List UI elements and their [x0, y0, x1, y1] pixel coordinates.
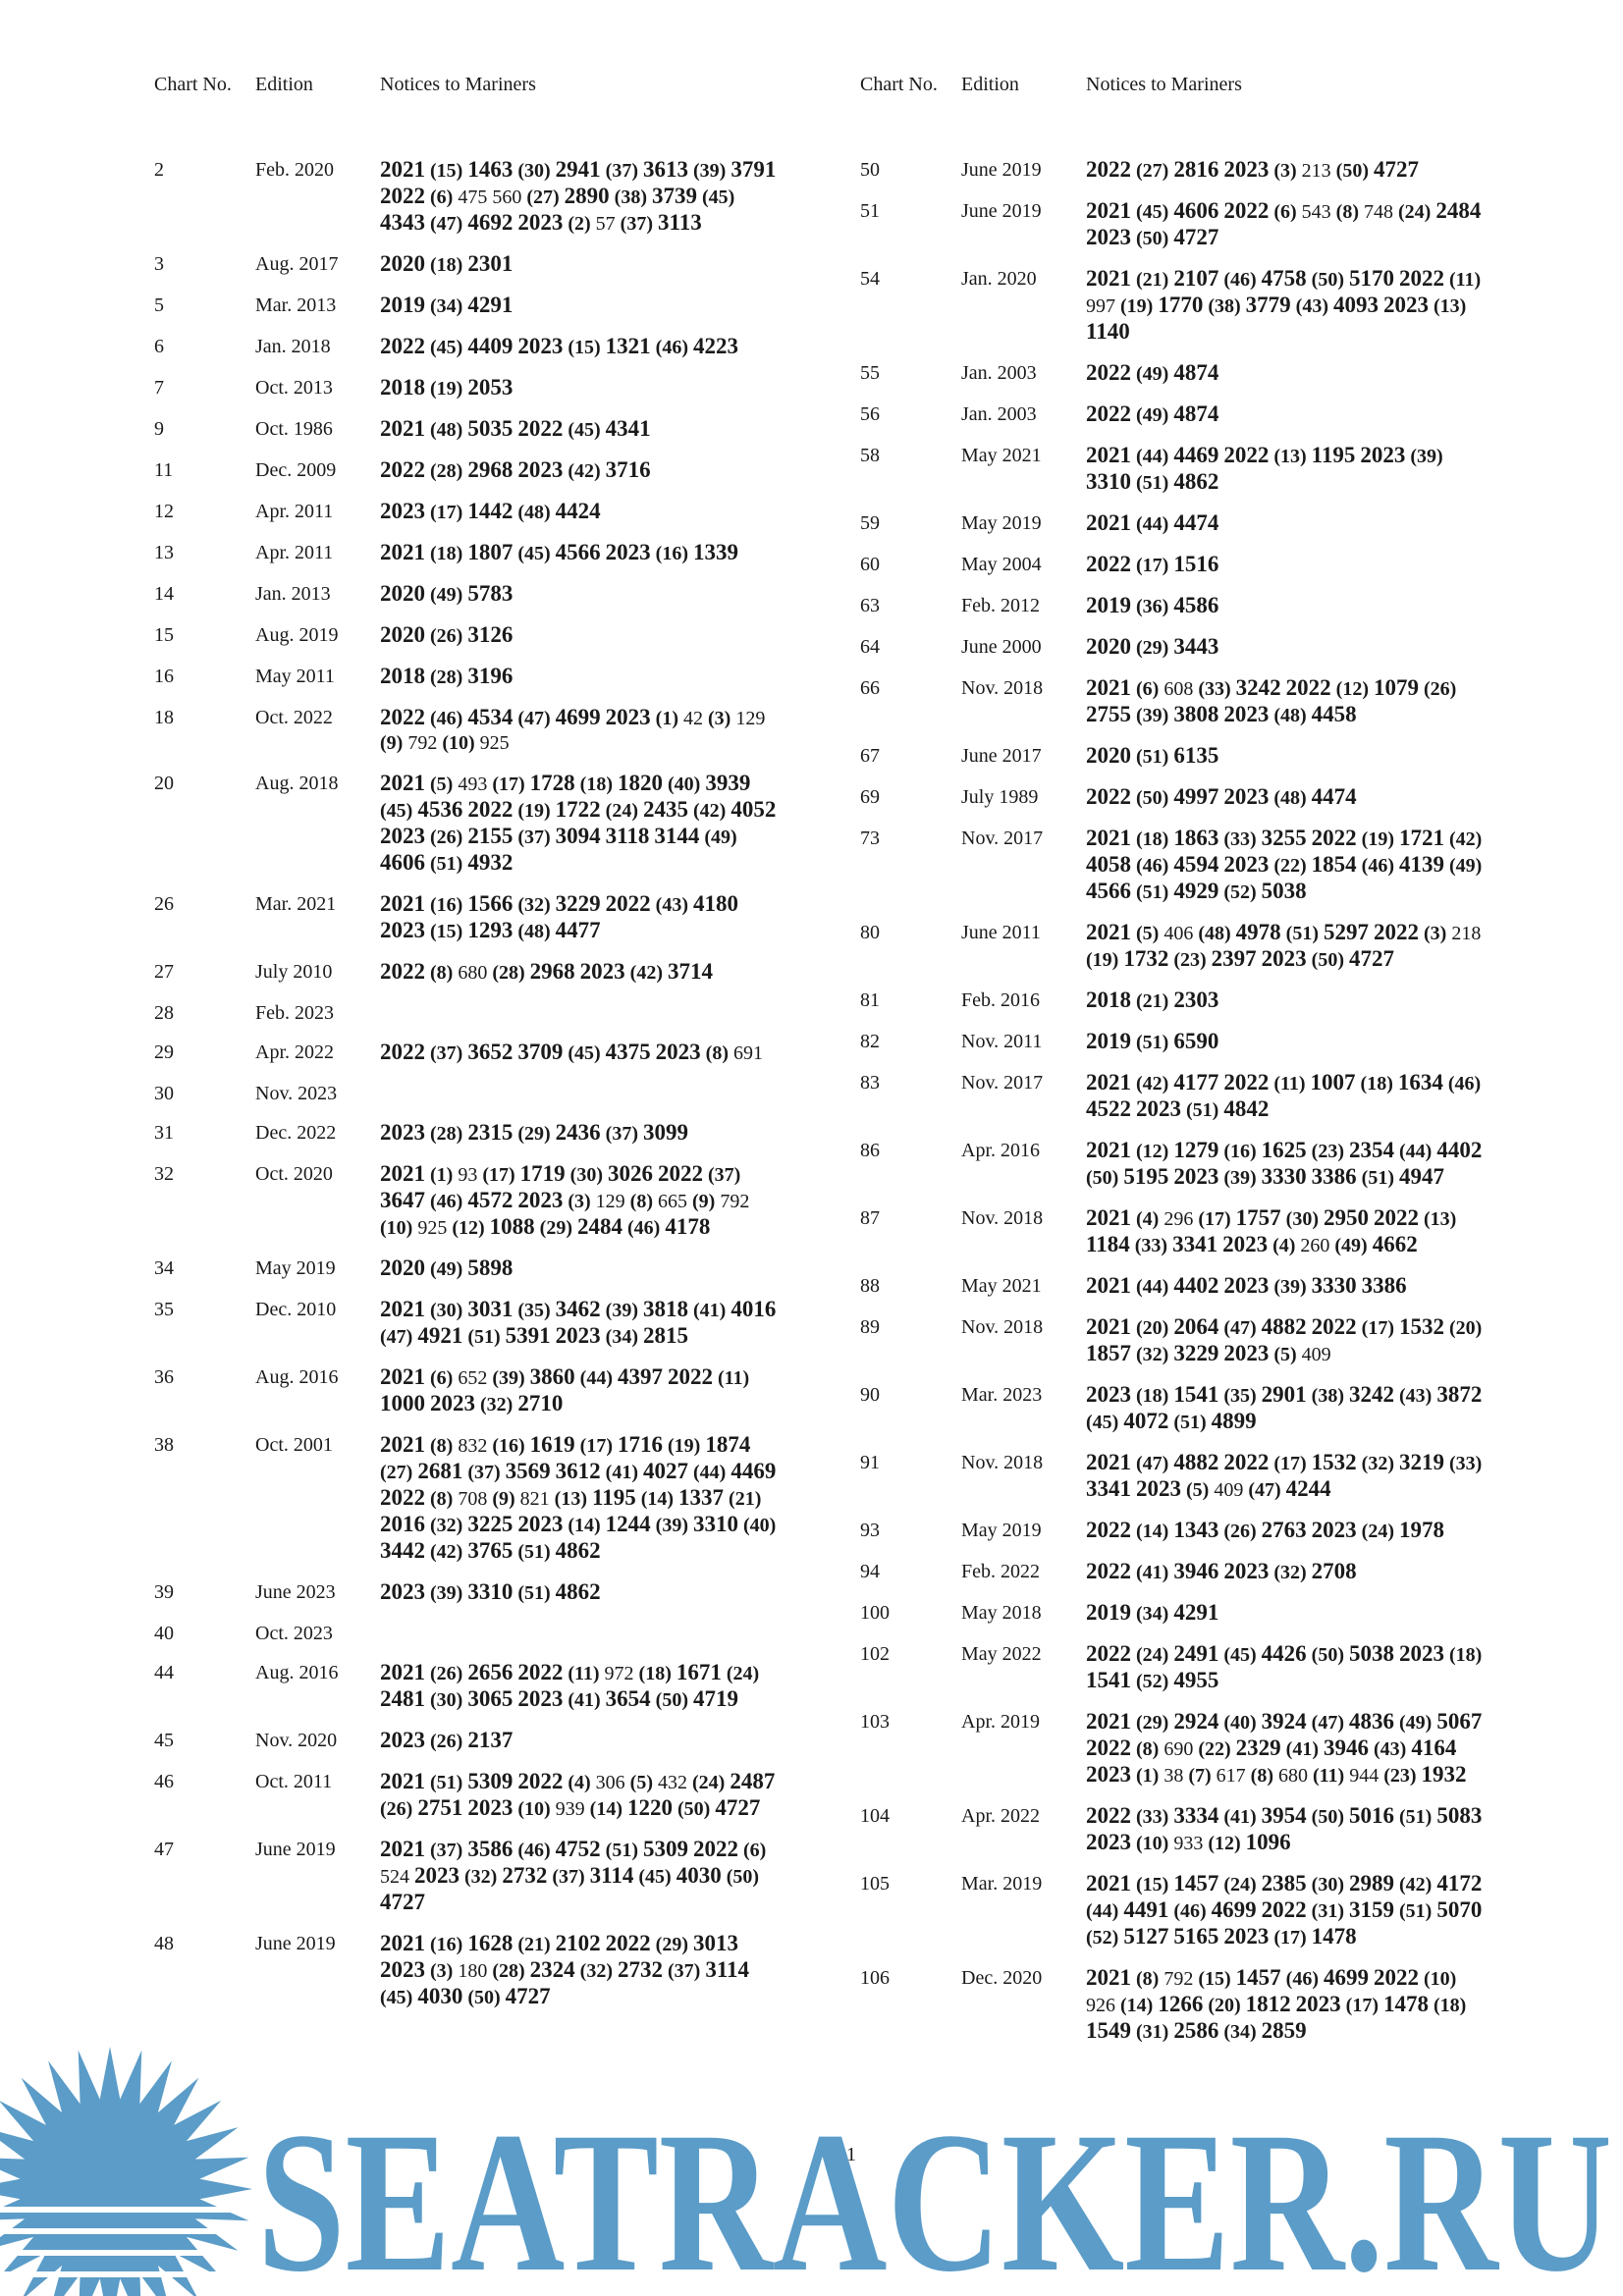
table-row — [860, 1559, 1498, 1585]
edition-date: Mar. 2021 — [255, 893, 337, 915]
notices-text: 2019 (36) 4586 — [1086, 593, 1219, 617]
edition-date: Dec. 2009 — [255, 459, 337, 481]
notices-text: 2021 (1) 93 (17) 1719 (30) 3026 2022 (37) 3647 (46) 4572 2023 (3) 129 (8) 665 (9) 792 (10) 925 (12) 1088 (29) 2484 (46) 4178 — [380, 1161, 750, 1239]
edition-date: Jan. 2003 — [961, 403, 1037, 425]
table-row — [154, 959, 792, 986]
notices-text: 2022 (41) 3946 2023 (32) 2708 — [1086, 1559, 1357, 1583]
edition-date: July 2010 — [255, 961, 333, 983]
chart-number: 50 — [860, 159, 880, 181]
edition-date: Aug. 2016 — [255, 1366, 339, 1388]
chart-number: 55 — [860, 362, 880, 384]
chart-number: 11 — [154, 459, 174, 481]
chart-number: 45 — [154, 1730, 174, 1751]
notices-text: 2021 (16) 1628 (21) 2102 2022 (29) 3013 2023 (3) 180 (28) 2324 (32) 2732 (37) 3114 (45) 4030 (50) 4727 — [380, 1931, 750, 2008]
chart-number: 81 — [860, 989, 880, 1011]
notices-text: 2021 (8) 792 (15) 1457 (46) 4699 2022 (10) 926 (14) 1266 (20) 1812 2023 (17) 1478 (18) 1549 (31) 2586 (34) 2859 — [1086, 1965, 1467, 2043]
chart-number: 105 — [860, 1873, 890, 1895]
table-row — [154, 375, 792, 401]
notices-text: 2018 (21) 2303 — [1086, 988, 1219, 1012]
table-row — [154, 1769, 792, 1822]
edition-date: Apr. 2022 — [961, 1805, 1040, 1827]
notices-text: 2019 (34) 4291 — [1086, 1600, 1219, 1625]
edition-date: Nov. 2011 — [961, 1031, 1043, 1052]
edition-date: June 2017 — [961, 745, 1042, 767]
notices-text: 2021 (6) 652 (39) 3860 (44) 4397 2022 (11) 1000 2023 (32) 2710 — [380, 1364, 750, 1415]
notices-text: 2021 (44) 4469 2022 (13) 1195 2023 (39) 3310 (51) 4862 — [1086, 443, 1443, 494]
notices-text: 2021 (16) 1566 (32) 3229 2022 (43) 4180 2023 (15) 1293 (48) 4477 — [380, 891, 738, 942]
chart-number: 60 — [860, 554, 880, 575]
edition-date: June 2011 — [961, 922, 1041, 943]
table-row — [860, 401, 1498, 428]
edition-date: Apr. 2019 — [961, 1711, 1040, 1733]
table-row — [860, 443, 1498, 496]
chart-number: 54 — [860, 268, 880, 290]
table-row — [860, 1871, 1498, 1950]
edition-date: Aug. 2018 — [255, 773, 339, 794]
notices-text: 2021 (47) 4882 2022 (17) 1532 (32) 3219 (33) 3341 2023 (5) 409 (47) 4244 — [1086, 1450, 1483, 1501]
table-row — [154, 1161, 792, 1241]
chart-number: 38 — [154, 1434, 174, 1456]
notices-text: 2022 (33) 3334 (41) 3954 (50) 5016 (51) 5083 2023 (10) 933 (12) 1096 — [1086, 1803, 1483, 1854]
notices-text: 2022 (49) 4874 — [1086, 401, 1219, 426]
edition-date: Dec. 2020 — [961, 1967, 1043, 1989]
table-row — [860, 157, 1498, 184]
edition-date: Feb. 2023 — [255, 1002, 334, 1024]
notices-text: 2020 (49) 5898 — [380, 1255, 514, 1280]
chart-number: 80 — [860, 922, 880, 943]
chart-number: 18 — [154, 707, 174, 728]
header-notices: Notices to Mariners — [380, 74, 536, 95]
table-row — [860, 1600, 1498, 1627]
chart-number: 2 — [154, 159, 164, 181]
chart-number: 83 — [860, 1072, 880, 1094]
edition-date: June 2019 — [961, 159, 1042, 181]
table-row — [154, 1621, 792, 1645]
chart-number: 15 — [154, 624, 174, 646]
table-row — [154, 1040, 792, 1066]
chart-number: 35 — [154, 1299, 174, 1320]
edition-date: Nov. 2018 — [961, 1452, 1044, 1473]
notices-text: 2022 (46) 4534 (47) 4699 2023 (1) 42 (3) 129 (9) 792 (10) 925 — [380, 705, 766, 754]
notices-text: 2021 (26) 2656 2022 (11) 972 (18) 1671 (24) 2481 (30) 3065 2023 (41) 3654 (50) 4719 — [380, 1660, 760, 1711]
sun-logo-icon — [0, 2047, 252, 2296]
edition-date: Nov. 2023 — [255, 1083, 338, 1104]
chart-list-left — [154, 157, 792, 2025]
edition-date: May 2011 — [255, 666, 335, 687]
chart-number: 59 — [860, 512, 880, 534]
notices-text: 2019 (34) 4291 — [380, 293, 514, 317]
edition-date: Aug. 2016 — [255, 1662, 339, 1683]
edition-date: Jan. 2003 — [961, 362, 1037, 384]
chart-number: 103 — [860, 1711, 890, 1733]
chart-number: 20 — [154, 773, 174, 794]
chart-number: 29 — [154, 1041, 174, 1063]
edition-date: Oct. 2001 — [255, 1434, 333, 1456]
chart-number: 26 — [154, 893, 174, 915]
chart-number: 7 — [154, 377, 164, 399]
notices-text: 2022 (27) 2816 2023 (3) 213 (50) 4727 — [1086, 157, 1419, 182]
table-row — [860, 1965, 1498, 2045]
notices-text: 2020 (18) 2301 — [380, 251, 514, 276]
notices-text: 2021 (21) 2107 (46) 4758 (50) 5170 2022 (11) 997 (19) 1770 (38) 3779 (43) 4093 2023 (13) 1140 — [1086, 266, 1482, 344]
edition-date: Oct. 2011 — [255, 1771, 333, 1792]
table-row — [860, 593, 1498, 619]
chart-number: 56 — [860, 403, 880, 425]
table-row — [860, 360, 1498, 387]
edition-date: Oct. 2023 — [255, 1623, 333, 1644]
edition-date: June 2019 — [255, 1839, 336, 1860]
table-row — [860, 1641, 1498, 1694]
table-row — [154, 1931, 792, 2010]
notices-text: 2021 (5) 406 (48) 4978 (51) 5297 2022 (3) 218 (19) 1732 (23) 2397 2023 (50) 4727 — [1086, 920, 1482, 971]
edition-date: Aug. 2019 — [255, 624, 339, 646]
edition-date: Feb. 2020 — [255, 159, 334, 181]
edition-date: July 1989 — [961, 786, 1039, 808]
chart-number: 48 — [154, 1933, 174, 1954]
table-row — [860, 1138, 1498, 1191]
edition-date: Oct. 1986 — [255, 418, 333, 440]
notices-text: 2022 (28) 2968 2023 (42) 3716 — [380, 457, 651, 482]
edition-date: Feb. 2022 — [961, 1561, 1040, 1582]
notices-text: 2022 (49) 4874 — [1086, 360, 1219, 385]
chart-number: 30 — [154, 1083, 174, 1104]
chart-number: 12 — [154, 501, 174, 522]
notices-text: 2021 (29) 2924 (40) 3924 (47) 4836 (49) 5067 2022 (8) 690 (22) 2329 (41) 3946 (43) 4164 2023 (1) 38 (7) 617 (8) 680 (11) 944 (23) 1932 — [1086, 1709, 1483, 1787]
table-row — [154, 293, 792, 319]
chart-number: 36 — [154, 1366, 174, 1388]
edition-date: Apr. 2011 — [255, 542, 334, 563]
notices-text: 2023 (26) 2137 — [380, 1728, 514, 1752]
notices-text: 2021 (4) 296 (17) 1757 (30) 2950 2022 (13) 1184 (33) 3341 2023 (4) 260 (49) 4662 — [1086, 1205, 1457, 1256]
notices-text: 2021 (12) 1279 (16) 1625 (23) 2354 (44) 4402 (50) 5195 2023 (39) 3330 3386 (51) 4947 — [1086, 1138, 1483, 1189]
table-row — [860, 1205, 1498, 1258]
notices-text: 2021 (44) 4402 2023 (39) 3330 3386 — [1086, 1273, 1407, 1298]
edition-date: Mar. 2023 — [961, 1384, 1043, 1406]
edition-date: June 2000 — [961, 636, 1042, 658]
notices-text: 2021 (45) 4606 2022 (6) 543 (8) 748 (24) 2484 2023 (50) 4727 — [1086, 198, 1482, 249]
table-row — [154, 664, 792, 690]
edition-date: June 2019 — [961, 200, 1042, 222]
edition-date: Dec. 2010 — [255, 1299, 337, 1320]
notices-text: 2022 (45) 4409 2023 (15) 1321 (46) 4223 — [380, 334, 738, 358]
edition-date: Dec. 2022 — [255, 1122, 337, 1144]
edition-date: Oct. 2022 — [255, 707, 333, 728]
notices-text: 2021 (18) 1863 (33) 3255 2022 (19) 1721 (42) 4058 (46) 4594 2023 (22) 1854 (46) 4139 (49) 4566 (51) 4929 (52) 5038 — [1086, 826, 1483, 903]
table-row — [860, 743, 1498, 770]
table-row — [154, 499, 792, 525]
edition-date: Nov. 2018 — [961, 1207, 1044, 1229]
table-row — [860, 988, 1498, 1014]
notices-text: 2019 (51) 6590 — [1086, 1029, 1219, 1053]
chart-number: 73 — [860, 828, 880, 849]
notices-text: 2021 (37) 3586 (46) 4752 (51) 5309 2022 (6) 524 2023 (32) 2732 (37) 3114 (45) 4030 (50) 4727 — [380, 1837, 767, 1914]
edition-date: May 2019 — [961, 512, 1042, 534]
seatracker-watermark — [0, 2042, 1623, 2296]
notices-text: 2023 (39) 3310 (51) 4862 — [380, 1579, 601, 1604]
chart-number: 82 — [860, 1031, 880, 1052]
notices-text: 2021 (5) 493 (17) 1728 (18) 1820 (40) 3939 (45) 4536 2022 (19) 1722 (24) 2435 (42) 4052 2023 (26) 2155 (37) 3094 3118 3144 (49) 4606 (51) 4932 — [380, 771, 777, 875]
chart-number: 94 — [860, 1561, 880, 1582]
edition-date: June 2023 — [255, 1581, 336, 1603]
chart-number: 47 — [154, 1839, 174, 1860]
table-row — [860, 1450, 1498, 1503]
notices-text: 2021 (18) 1807 (45) 4566 2023 (16) 1339 — [380, 540, 738, 564]
notices-text: 2022 (14) 1343 (26) 2763 2023 (24) 1978 — [1086, 1518, 1444, 1542]
table-row — [860, 510, 1498, 537]
table-row — [154, 540, 792, 566]
watermark-text: SEATRACKER.RU — [257, 2091, 1612, 2296]
chart-number: 63 — [860, 595, 880, 616]
table-row — [860, 920, 1498, 973]
notices-text: 2018 (28) 3196 — [380, 664, 514, 688]
edition-date: Apr. 2016 — [961, 1140, 1040, 1161]
notices-text: 2021 (44) 4474 — [1086, 510, 1219, 535]
notices-text: 2022 (50) 4997 2023 (48) 4474 — [1086, 784, 1357, 809]
edition-date: May 2018 — [961, 1602, 1042, 1624]
notices-text: 2022 (8) 680 (28) 2968 2023 (42) 3714 — [380, 959, 713, 984]
chart-number: 46 — [154, 1771, 174, 1792]
edition-date: June 2019 — [255, 1933, 336, 1954]
edition-date: Apr. 2022 — [255, 1041, 334, 1063]
table-row — [860, 1518, 1498, 1544]
notices-text: 2022 (17) 1516 — [1086, 552, 1219, 576]
edition-date: May 2019 — [961, 1520, 1042, 1541]
edition-date: May 2004 — [961, 554, 1042, 575]
chart-number: 27 — [154, 961, 174, 983]
notices-text: 2022 (37) 3652 3709 (45) 4375 2023 (8) 691 — [380, 1040, 763, 1064]
chart-number: 31 — [154, 1122, 174, 1144]
notices-text: 2021 (15) 1457 (24) 2385 (30) 2989 (42) 4172 (44) 4491 (46) 4699 2022 (31) 3159 (51) 5070 (52) 5127 5165 2023 (17) 1478 — [1086, 1871, 1483, 1949]
notices-text: 2020 (49) 5783 — [380, 581, 514, 606]
edition-date: May 2021 — [961, 1275, 1042, 1297]
table-row — [154, 457, 792, 484]
table-row — [154, 581, 792, 608]
edition-date: Oct. 2020 — [255, 1163, 333, 1185]
chart-number: 39 — [154, 1581, 174, 1603]
table-row — [860, 1314, 1498, 1367]
notices-text: 2018 (19) 2053 — [380, 375, 514, 400]
chart-number: 5 — [154, 294, 164, 316]
chart-number: 88 — [860, 1275, 880, 1297]
table-row — [154, 705, 792, 756]
table-row — [154, 1120, 792, 1147]
table-row — [154, 622, 792, 649]
table-row — [154, 1255, 792, 1282]
notices-text: 2021 (51) 5309 2022 (4) 306 (5) 432 (24) 2487 (26) 2751 2023 (10) 939 (14) 1220 (50) 4727 — [380, 1769, 776, 1820]
table-row — [154, 1297, 792, 1350]
notices-text: 2021 (6) 608 (33) 3242 2022 (12) 1079 (26) 2755 (39) 3808 2023 (48) 4458 — [1086, 675, 1457, 726]
chart-list-right — [860, 157, 1498, 2059]
edition-date: Jan. 2018 — [255, 336, 331, 357]
table-row — [860, 1382, 1498, 1435]
notices-text: 2021 (20) 2064 (47) 4882 2022 (17) 1532 (20) 1857 (32) 3229 2023 (5) 409 — [1086, 1314, 1483, 1365]
notices-text: 2023 (18) 1541 (35) 2901 (38) 3242 (43) 3872 (45) 4072 (51) 4899 — [1086, 1382, 1483, 1433]
table-row — [860, 198, 1498, 251]
table-row — [154, 1081, 792, 1105]
table-row — [154, 1728, 792, 1754]
chart-number: 16 — [154, 666, 174, 687]
chart-number: 102 — [860, 1643, 890, 1665]
table-row — [154, 1579, 792, 1606]
chart-number: 13 — [154, 542, 174, 563]
edition-date: Feb. 2016 — [961, 989, 1040, 1011]
chart-number: 100 — [860, 1602, 890, 1624]
header-edition: Edition — [961, 74, 1019, 95]
header-notices: Notices to Mariners — [1086, 74, 1242, 95]
edition-date: Nov. 2017 — [961, 828, 1044, 849]
chart-number: 51 — [860, 200, 880, 222]
table-row — [860, 1070, 1498, 1123]
table-row — [860, 1273, 1498, 1300]
chart-number: 32 — [154, 1163, 174, 1185]
table-row — [154, 251, 792, 278]
notices-text: 2023 (17) 1442 (48) 4424 — [380, 499, 601, 523]
chart-number: 87 — [860, 1207, 880, 1229]
notices-text: 2021 (48) 5035 2022 (45) 4341 — [380, 416, 651, 441]
header-chart-no: Chart No. — [154, 74, 232, 95]
notices-text: 2020 (51) 6135 — [1086, 743, 1219, 768]
table-row — [860, 634, 1498, 661]
table-row — [860, 826, 1498, 905]
table-row — [154, 1660, 792, 1713]
notices-text: 2020 (29) 3443 — [1086, 634, 1219, 659]
table-row — [154, 1432, 792, 1565]
edition-date: May 2019 — [255, 1257, 336, 1279]
chart-number: 14 — [154, 583, 174, 605]
edition-date: Nov. 2018 — [961, 677, 1044, 699]
chart-number: 34 — [154, 1257, 174, 1279]
table-row — [860, 552, 1498, 578]
notices-text: 2023 (28) 2315 (29) 2436 (37) 3099 — [380, 1120, 688, 1145]
table-row — [154, 416, 792, 443]
table-row — [860, 1709, 1498, 1789]
edition-date: Nov. 2018 — [961, 1316, 1044, 1338]
edition-date: Mar. 2019 — [961, 1873, 1043, 1895]
chart-number: 40 — [154, 1623, 174, 1644]
chart-number: 93 — [860, 1520, 880, 1541]
table-row — [154, 1000, 792, 1025]
header-edition: Edition — [255, 74, 313, 95]
edition-date: Mar. 2013 — [255, 294, 337, 316]
table-row — [154, 891, 792, 944]
chart-number: 3 — [154, 253, 164, 275]
chart-number: 58 — [860, 445, 880, 466]
edition-date: Nov. 2017 — [961, 1072, 1044, 1094]
chart-number: 44 — [154, 1662, 174, 1683]
header-chart-no: Chart No. — [860, 74, 938, 95]
notices-text: 2021 (15) 1463 (30) 2941 (37) 3613 (39) 3791 2022 (6) 475 560 (27) 2890 (38) 3739 (45) 4343 (47) 4692 2023 (2) 57 (37) 3113 — [380, 157, 777, 235]
edition-date: Aug. 2017 — [255, 253, 339, 275]
edition-date: May 2022 — [961, 1643, 1042, 1665]
edition-date: Apr. 2011 — [255, 501, 334, 522]
table-row — [860, 784, 1498, 811]
chart-number: 6 — [154, 336, 164, 357]
table-row — [154, 1364, 792, 1417]
notices-text: 2021 (8) 832 (16) 1619 (17) 1716 (19) 1874 (27) 2681 (37) 3569 3612 (41) 4027 (44) 4469 2022 (8) 708 (9) 821 (13) 1195 (14) 1337 (21) 2016 (32) 3225 2023 (14) 1244 (39) 3310 (40) 3442 (42) 3765 (51) 4862 — [380, 1432, 777, 1563]
notices-text: 2022 (24) 2491 (45) 4426 (50) 5038 2023 (18) 1541 (52) 4955 — [1086, 1641, 1483, 1692]
chart-number: 28 — [154, 1002, 174, 1024]
page-number: 1 — [846, 2144, 856, 2165]
table-row — [860, 675, 1498, 728]
notices-text: 2021 (42) 4177 2022 (11) 1007 (18) 1634 (46) 4522 2023 (51) 4842 — [1086, 1070, 1482, 1121]
table-row — [154, 771, 792, 877]
table-row — [154, 334, 792, 360]
chart-number: 86 — [860, 1140, 880, 1161]
edition-date: Nov. 2020 — [255, 1730, 338, 1751]
edition-date: May 2021 — [961, 445, 1042, 466]
chart-number: 69 — [860, 786, 880, 808]
edition-date: Jan. 2020 — [961, 268, 1037, 290]
chart-number: 89 — [860, 1316, 880, 1338]
edition-date: Feb. 2012 — [961, 595, 1040, 616]
chart-number: 90 — [860, 1384, 880, 1406]
table-row — [860, 1029, 1498, 1055]
chart-number: 104 — [860, 1805, 890, 1827]
chart-number: 64 — [860, 636, 880, 658]
chart-number: 9 — [154, 418, 164, 440]
chart-number: 91 — [860, 1452, 880, 1473]
chart-number: 106 — [860, 1967, 890, 1989]
table-row — [860, 266, 1498, 346]
table-row — [860, 1803, 1498, 1856]
chart-number: 67 — [860, 745, 880, 767]
table-row — [154, 1837, 792, 1916]
edition-date: Jan. 2013 — [255, 583, 331, 605]
table-row — [154, 157, 792, 237]
notices-text: 2020 (26) 3126 — [380, 622, 514, 647]
edition-date: Oct. 2013 — [255, 377, 333, 399]
chart-number: 66 — [860, 677, 880, 699]
notices-text: 2021 (30) 3031 (35) 3462 (39) 3818 (41) 4016 (47) 4921 (51) 5391 2023 (34) 2815 — [380, 1297, 777, 1348]
